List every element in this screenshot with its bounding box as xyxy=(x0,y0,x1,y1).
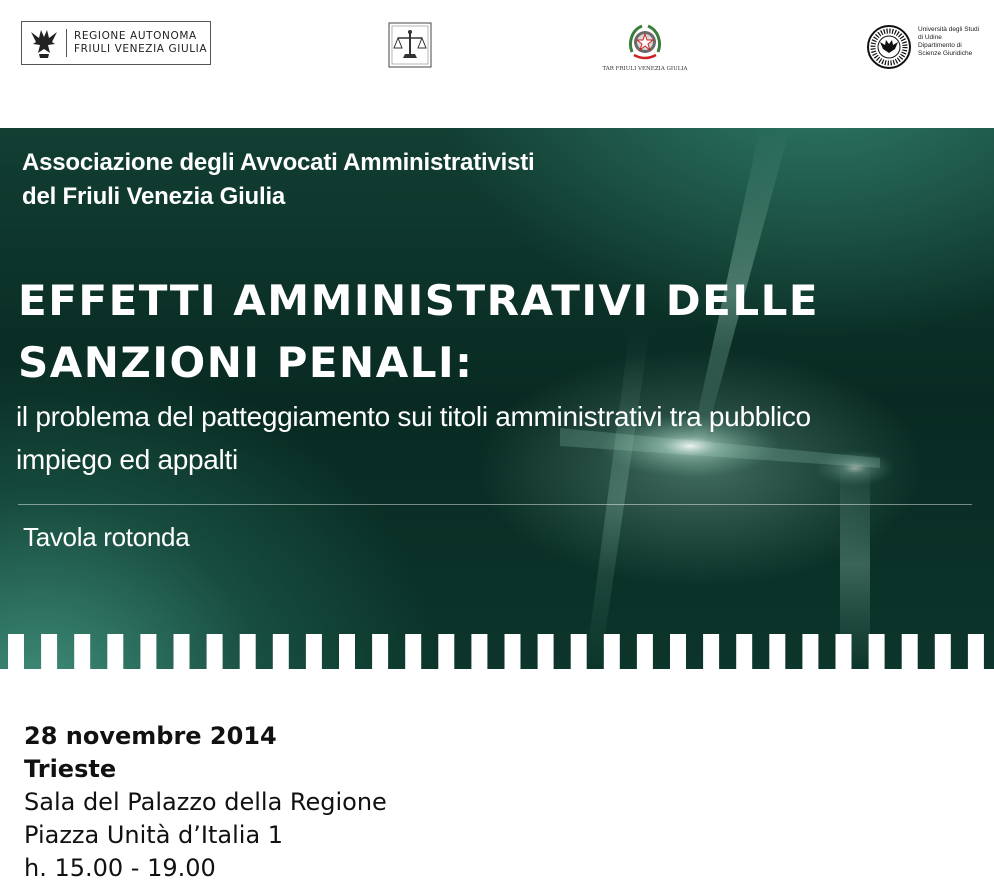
film-strip-tooth xyxy=(802,634,818,669)
film-strip-tooth xyxy=(902,634,918,669)
event-venue: Sala del Palazzo della Regione xyxy=(24,788,387,816)
film-strip-tooth xyxy=(637,634,653,669)
film-strip-tooth xyxy=(968,634,984,669)
film-strip-tooth xyxy=(769,634,785,669)
hero-banner xyxy=(0,128,994,669)
film-strip-tooth xyxy=(74,634,90,669)
film-strip-tooth xyxy=(107,634,123,669)
film-strip-tooth xyxy=(405,634,421,669)
film-strip-tooth xyxy=(174,634,190,669)
film-strip-tooth xyxy=(240,634,256,669)
film-strip-tooth xyxy=(273,634,289,669)
bar-association-emblem-icon xyxy=(388,22,432,68)
film-strip-tooth xyxy=(207,634,223,669)
film-strip-tooth xyxy=(736,634,752,669)
event-time: h. 15.00 - 19.00 xyxy=(24,854,216,882)
eagle-icon xyxy=(28,26,60,60)
film-strip-tooth xyxy=(869,634,885,669)
title-line-1: EFFETTI AMMINISTRATIVI DELLE xyxy=(18,276,820,325)
film-strip-tooth xyxy=(306,634,322,669)
university-seal-icon xyxy=(866,24,912,70)
association-line-2: del Friuli Venezia Giulia xyxy=(22,183,286,210)
film-strip-tooth xyxy=(471,634,487,669)
university-line-4: Scienze Giuridiche xyxy=(918,50,973,57)
film-strip-tooth xyxy=(571,634,587,669)
tar-caption: TAR FRIULI VENEZIA GIULIA xyxy=(602,66,688,72)
film-strip-tooth xyxy=(505,634,521,669)
regione-fvg-logo xyxy=(21,21,211,65)
film-strip-edge xyxy=(0,634,994,669)
subtitle-line-1: il problema del patteggiamento sui titoli amministrativi tra pubblico xyxy=(16,401,811,432)
tar-fvg-logo xyxy=(602,22,688,82)
logo-strip xyxy=(0,0,994,128)
association-name xyxy=(22,146,535,214)
film-strip-tooth xyxy=(836,634,852,669)
university-udine-logo xyxy=(866,24,986,70)
regione-line-2: FRIULI VENEZIA GIULIA xyxy=(74,43,208,55)
film-strip-tooth xyxy=(935,634,951,669)
university-line-3: Dipartimento di xyxy=(918,42,962,49)
film-strip-tooth xyxy=(703,634,719,669)
title-line-2: SANZIONI PENALI: xyxy=(18,338,474,387)
subtitle-line-2: impiego ed appalti xyxy=(16,444,238,475)
university-text xyxy=(918,26,984,58)
event-date: 28 novembre 2014 xyxy=(24,722,277,750)
regione-logo-text xyxy=(74,30,207,56)
film-strip-tooth xyxy=(372,634,388,669)
event-title xyxy=(18,270,819,394)
regione-line-1: REGIONE AUTONOMA xyxy=(74,30,197,42)
association-line-1: Associazione degli Avvocati Amministrativisti xyxy=(22,149,535,176)
italian-republic-emblem-icon xyxy=(626,22,664,62)
event-subtitle xyxy=(16,395,976,481)
university-line-1: Università degli Studi xyxy=(918,26,980,33)
film-strip-tooth xyxy=(538,634,554,669)
event-city: Trieste xyxy=(24,755,117,783)
event-type: Tavola rotonda xyxy=(23,522,190,552)
film-strip-tooth xyxy=(604,634,620,669)
film-strip-tooth xyxy=(41,634,57,669)
event-address: Piazza Unità d’Italia 1 xyxy=(24,821,284,849)
film-strip-tooth xyxy=(8,634,24,669)
film-strip-tooth xyxy=(670,634,686,669)
event-details xyxy=(24,720,387,885)
film-strip-tooth xyxy=(339,634,355,669)
logo-divider xyxy=(66,29,67,57)
university-line-2: di Udine xyxy=(918,34,942,41)
film-strip-tooth xyxy=(140,634,156,669)
film-strip-tooth xyxy=(438,634,454,669)
banner-divider xyxy=(18,504,972,505)
